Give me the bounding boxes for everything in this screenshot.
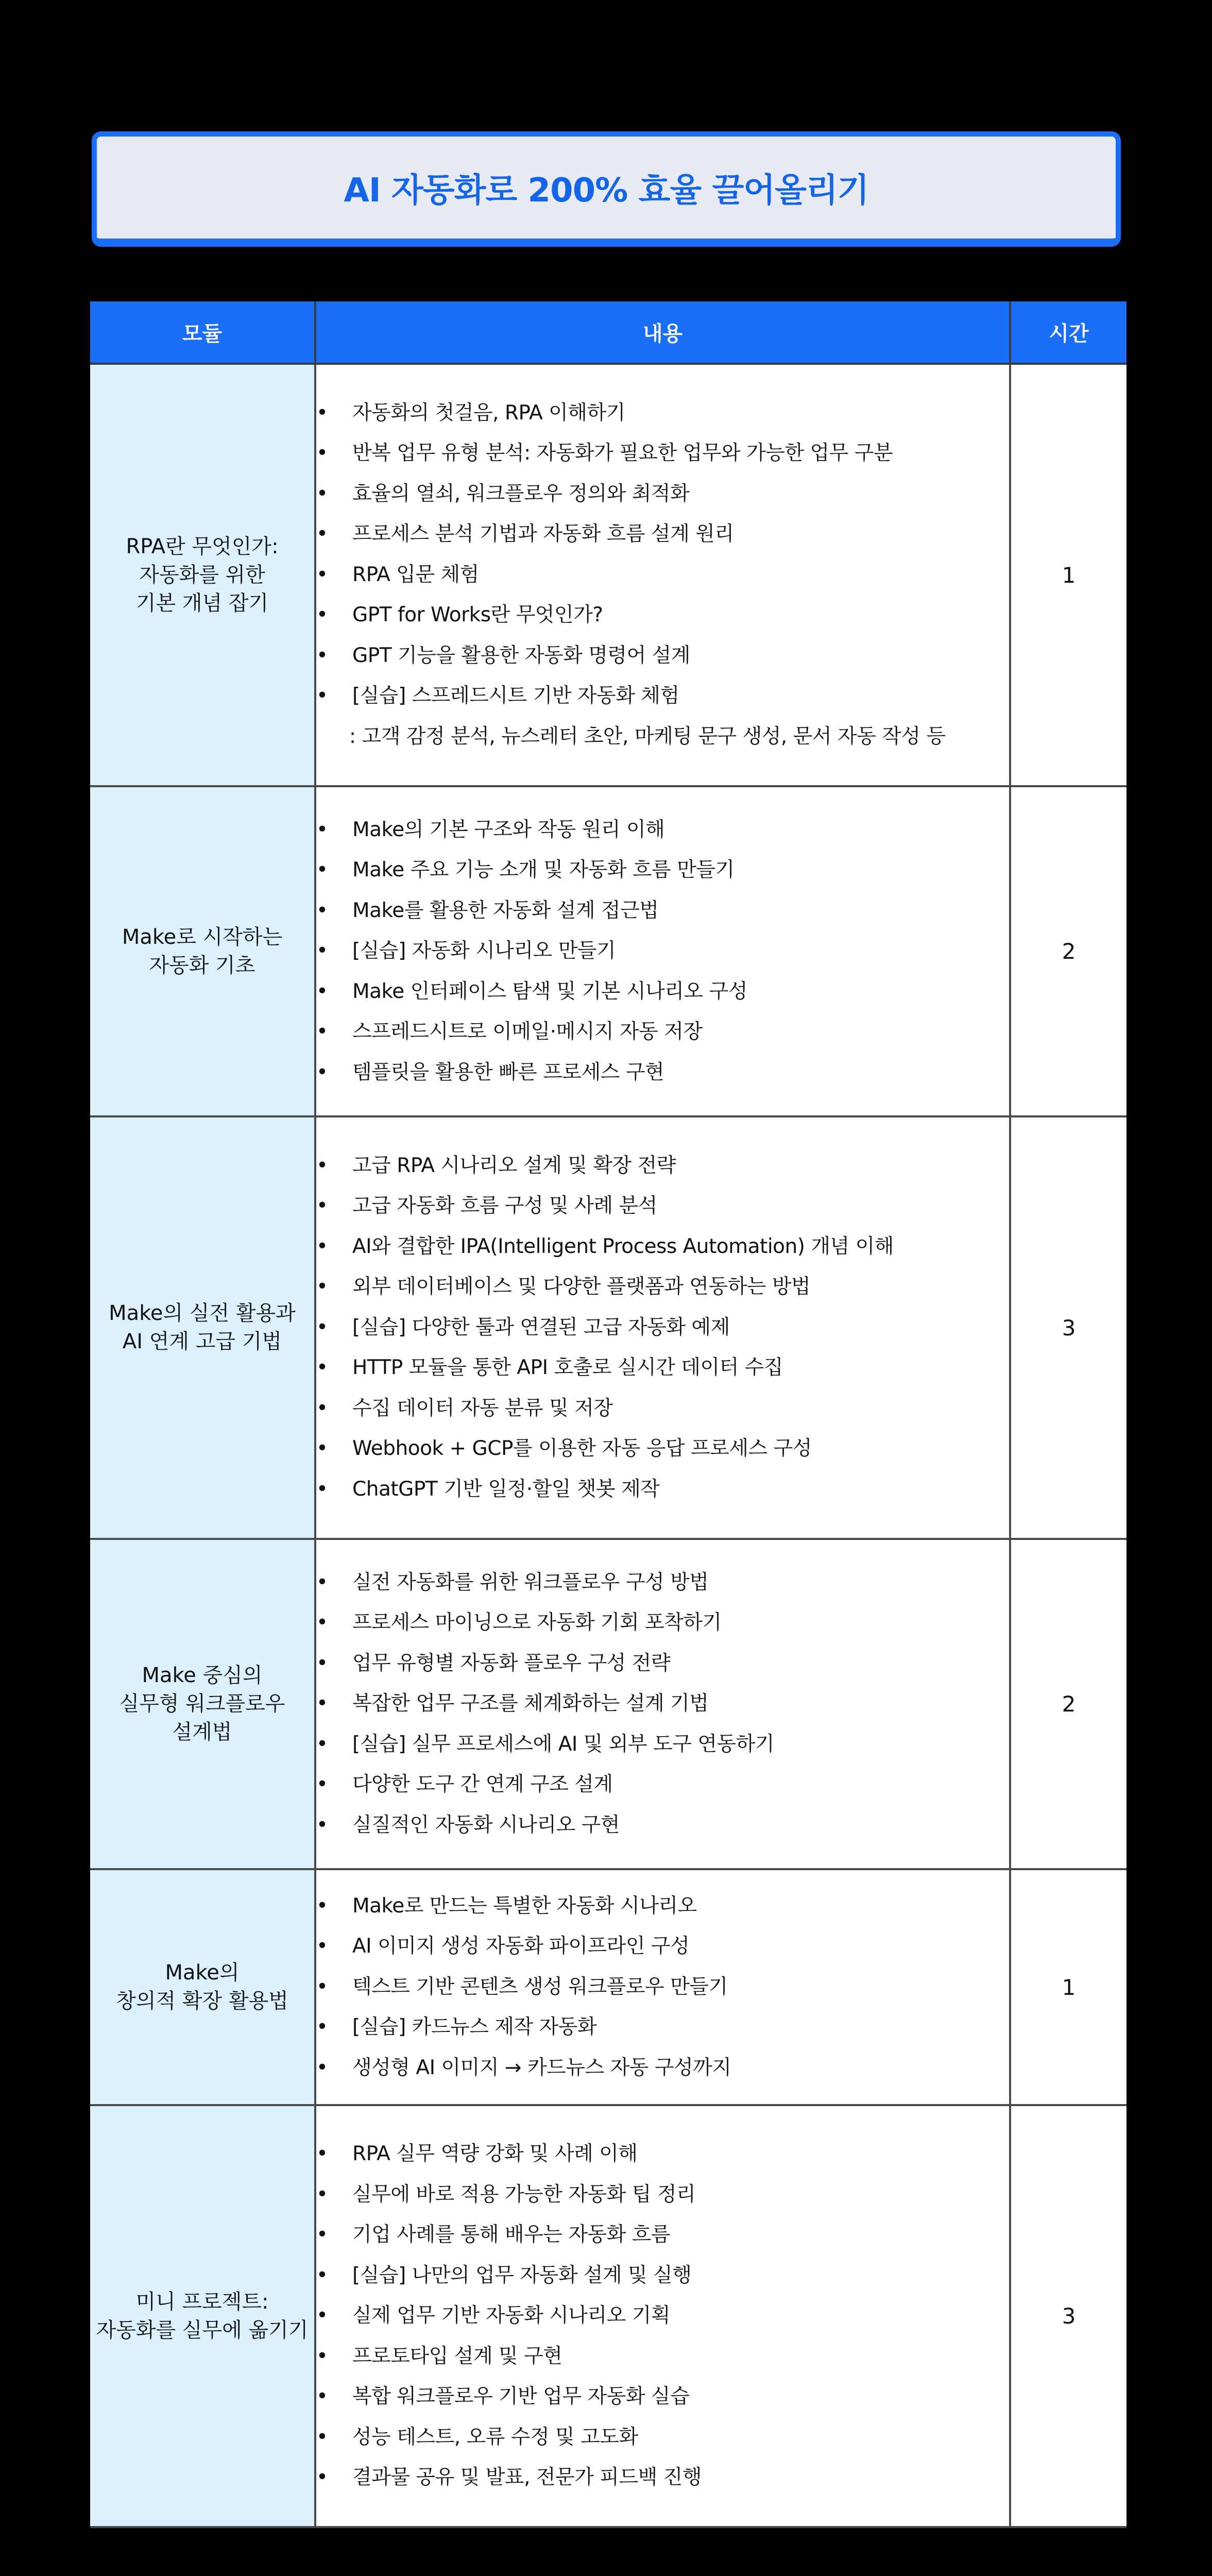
- content-list: [316, 1563, 1009, 1846]
- page-title: AI 자동화로 200% 효율 끌어올리기: [344, 172, 869, 210]
- list-item: • 프로세스 분석 기법과 자동화 흐름 설계 원리: [316, 514, 1009, 555]
- list-item: • 복잡한 업무 구조를 체계화하는 설계 기법: [316, 1684, 1009, 1724]
- list-item: • 복합 워크플로우 기반 업무 자동화 실습: [316, 2377, 1009, 2417]
- content-list: [316, 393, 1009, 757]
- list-item: • 효율의 열쇠, 워크플로우 정의와 최적화: [316, 474, 1009, 515]
- list-item: • [실습] 자동화 시나리오 만들기: [316, 931, 1009, 972]
- content-cell: [315, 1116, 1010, 1539]
- list-item: • 성능 테스트, 오류 수정 및 고도화: [316, 2417, 1009, 2458]
- module-cell: Make의 실전 활용과 AI 연계 고급 기법: [90, 1116, 315, 1539]
- content-cell: [315, 2105, 1010, 2527]
- list-item: • 업무 유형별 자동화 플로우 구성 전략: [316, 1643, 1009, 1684]
- list-item: • HTTP 모듈을 통한 API 호출로 실시간 데이터 수집: [316, 1348, 1009, 1388]
- module-cell: Make의 창의적 확장 활용법: [90, 1869, 315, 2105]
- list-item: • 반복 업무 유형 분석: 자동화가 필요한 업무와 가능한 업무 구분: [316, 433, 1009, 474]
- list-item: • 실무에 바로 적용 가능한 자동화 팁 정리: [316, 2175, 1009, 2215]
- header-module: 모듈: [90, 301, 315, 364]
- list-item: • 고급 RPA 시나리오 설계 및 확장 전략: [316, 1146, 1009, 1187]
- list-item: • Make를 활용한 자동화 설계 접근법: [316, 891, 1009, 931]
- hours-cell: 3: [1010, 2105, 1126, 2527]
- list-item: • [실습] 나만의 업무 자동화 설계 및 실행: [316, 2256, 1009, 2296]
- table-header-row: [90, 301, 1126, 364]
- list-item: • RPA 입문 체험: [316, 555, 1009, 596]
- list-item: • [실습] 카드뉴스 제작 자동화: [316, 2007, 1009, 2048]
- hours-cell: 2: [1010, 1539, 1126, 1869]
- content-cell: [315, 364, 1010, 786]
- list-item: • GPT for Works란 무엇인가?: [316, 595, 1009, 636]
- list-item: • Webhook + GCP를 이용한 자동 응답 프로세스 구성: [316, 1429, 1009, 1469]
- module-cell: 미니 프로젝트: 자동화를 실무에 옮기기: [90, 2105, 315, 2527]
- table-row: [90, 786, 1126, 1116]
- table-row: [90, 2105, 1126, 2527]
- table-row: [90, 1116, 1126, 1539]
- module-cell: Make 중심의 실무형 워크플로우 설계법: [90, 1539, 315, 1869]
- hours-cell: 1: [1010, 364, 1126, 786]
- list-item: • Make로 만드는 특별한 자동화 시나리오: [316, 1886, 1009, 1927]
- content-cell: [315, 1869, 1010, 2105]
- list-item: • 실질적인 자동화 시나리오 구현: [316, 1805, 1009, 1846]
- module-cell: RPA란 무엇인가: 자동화를 위한 기본 개념 잡기: [90, 364, 315, 786]
- content-list: [316, 1146, 1009, 1510]
- list-item: • 텍스트 기반 콘텐츠 생성 워크플로우 만들기: [316, 1967, 1009, 2008]
- list-item: • 프로세스 마이닝으로 자동화 기회 포착하기: [316, 1603, 1009, 1643]
- list-item: • RPA 실무 역량 강화 및 사례 이해: [316, 2134, 1009, 2175]
- hours-cell: 3: [1010, 1116, 1126, 1539]
- list-item: • 실제 업무 기반 자동화 시나리오 기획: [316, 2296, 1009, 2336]
- list-item: • [실습] 실무 프로세스에 AI 및 외부 도구 연동하기: [316, 1724, 1009, 1765]
- hours-cell: 2: [1010, 786, 1126, 1116]
- curriculum-table: [90, 301, 1126, 2528]
- list-item: • 생성형 AI 이미지 → 카드뉴스 자동 구성까지: [316, 2048, 1009, 2089]
- content-list: [316, 2134, 1009, 2498]
- list-item: • Make의 기본 구조와 작동 원리 이해: [316, 810, 1009, 851]
- list-item: • Make 인터페이스 탐색 및 기본 시나리오 구성: [316, 972, 1009, 1012]
- header-hours: 시간: [1010, 301, 1126, 364]
- list-item: • 기업 사례를 통해 배우는 자동화 흐름: [316, 2215, 1009, 2256]
- table-row: [90, 1539, 1126, 1869]
- content-cell: [315, 786, 1010, 1116]
- list-item: • 다양한 도구 간 연계 구조 설계: [316, 1765, 1009, 1805]
- title-banner: [92, 131, 1121, 247]
- list-item: • GPT 기능을 활용한 자동화 명령어 설계: [316, 636, 1009, 676]
- list-item: • 템플릿을 활용한 빠른 프로세스 구현: [316, 1053, 1009, 1093]
- list-item: • 고급 자동화 흐름 구성 및 사례 분석: [316, 1186, 1009, 1227]
- content-list: [316, 810, 1009, 1093]
- header-content: 내용: [315, 301, 1010, 364]
- list-item: • Make 주요 기능 소개 및 자동화 흐름 만들기: [316, 850, 1009, 891]
- table-row: [90, 1869, 1126, 2105]
- hours-cell: 1: [1010, 1869, 1126, 2105]
- list-item: • ChatGPT 기반 일정·할일 챗봇 제작: [316, 1469, 1009, 1510]
- list-item: • 외부 데이터베이스 및 다양한 플랫폼과 연동하는 방법: [316, 1267, 1009, 1308]
- module-cell: Make로 시작하는 자동화 기초: [90, 786, 315, 1116]
- list-item: • 프로토타입 설계 및 구현: [316, 2336, 1009, 2377]
- content-list: [316, 1886, 1009, 2089]
- table-row: [90, 364, 1126, 786]
- list-item: • AI와 결합한 IPA(Intelligent Process Automation) 개념 이해: [316, 1227, 1009, 1267]
- content-cell: [315, 1539, 1010, 1869]
- list-item: • 자동화의 첫걸음, RPA 이해하기: [316, 393, 1009, 434]
- list-item: • 수집 데이터 자동 분류 및 저장: [316, 1388, 1009, 1429]
- list-item: • 실전 자동화를 위한 워크플로우 구성 방법: [316, 1563, 1009, 1603]
- list-item: • 결과물 공유 및 발표, 전문가 피드백 진행: [316, 2458, 1009, 2498]
- list-item: • [실습] 스프레드시트 기반 자동화 체험: [316, 676, 1009, 717]
- list-item: • [실습] 다양한 툴과 연결된 고급 자동화 예제: [316, 1308, 1009, 1348]
- list-item-continuation: : 고객 감정 분석, 뉴스레터 초안, 마케팅 문구 생성, 문서 자동 작성 등: [349, 724, 946, 748]
- list-item: • 스프레드시트로 이메일·메시지 자동 저장: [316, 1012, 1009, 1053]
- list-item: • AI 이미지 생성 자동화 파이프라인 구성: [316, 1926, 1009, 1967]
